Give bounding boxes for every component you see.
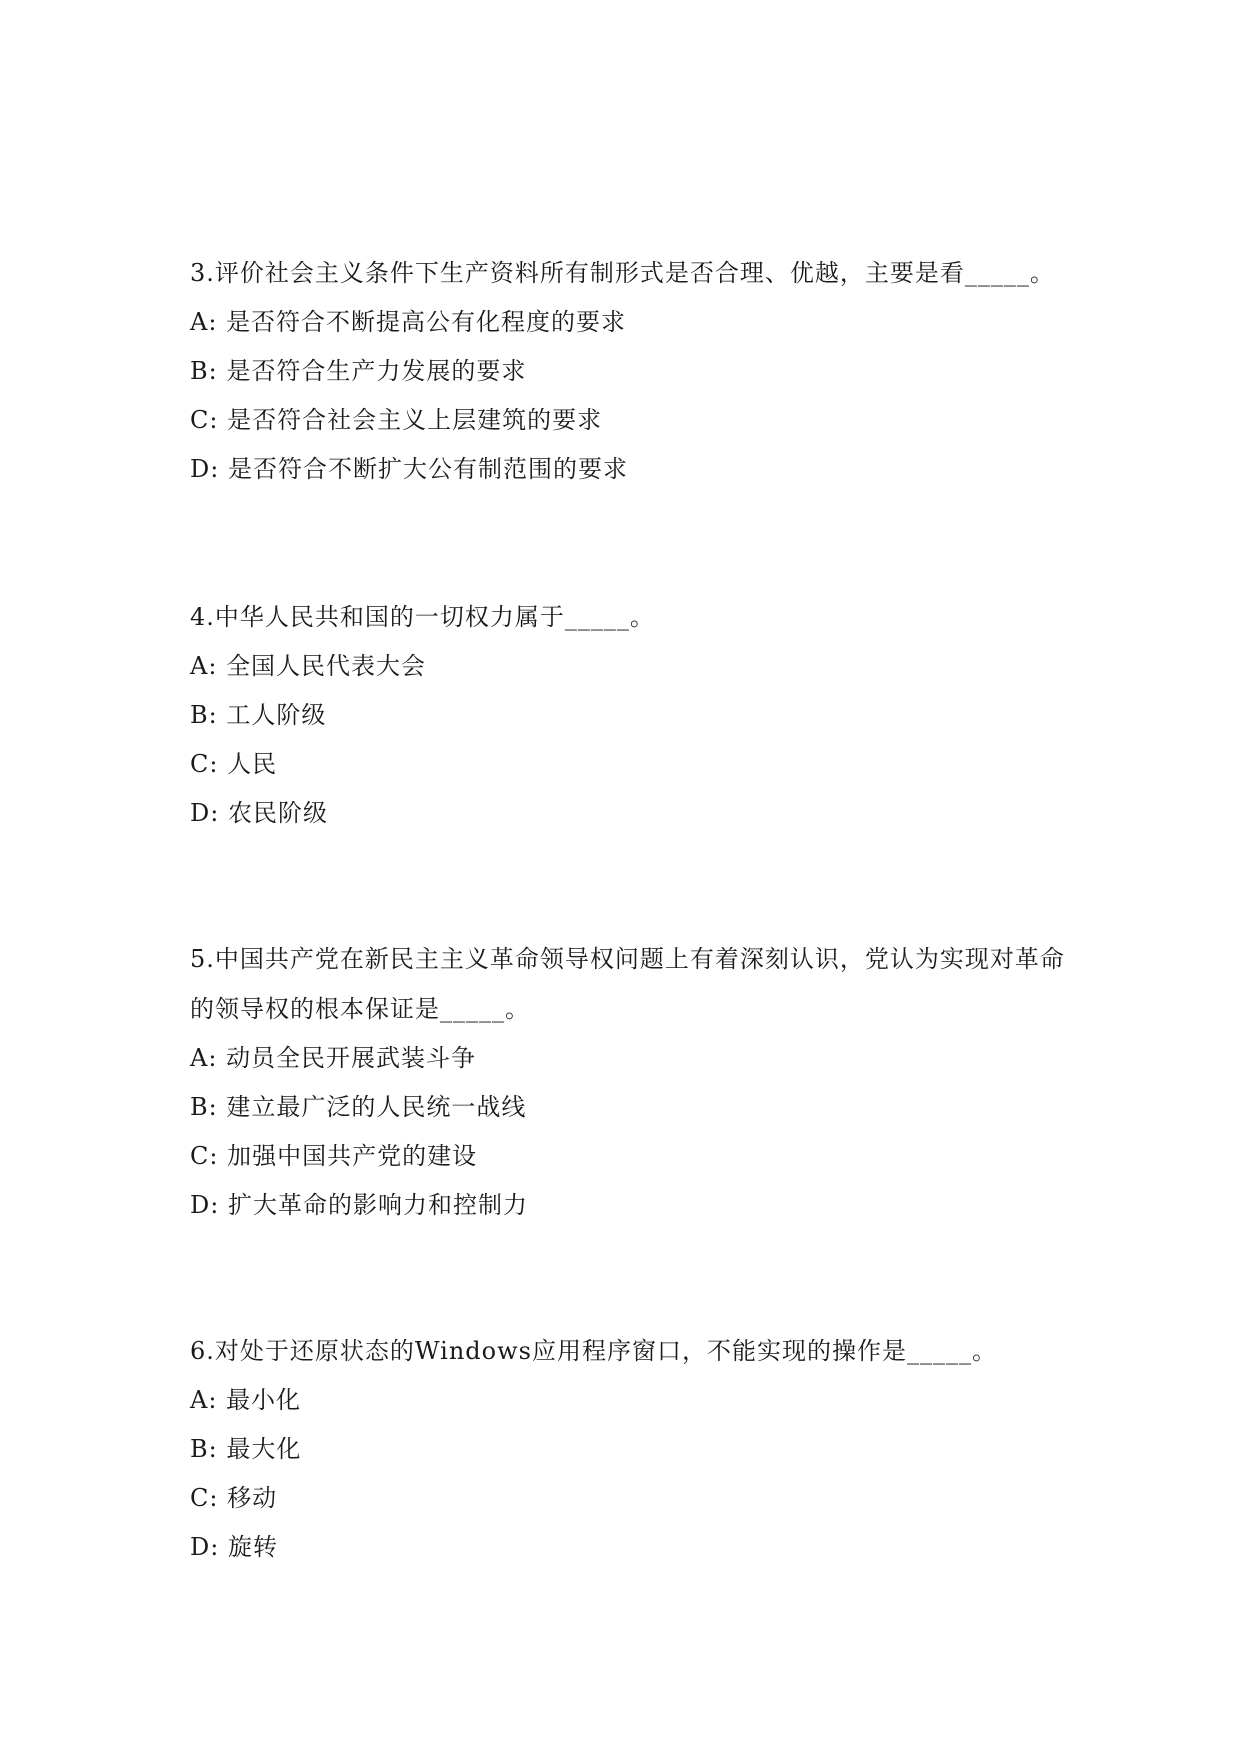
option-label: B: xyxy=(190,1435,218,1463)
option-d xyxy=(190,445,1070,494)
option-label: A: xyxy=(190,1386,218,1414)
option-text: 旋转 xyxy=(227,1533,278,1561)
option-label: A: xyxy=(190,652,218,680)
option-text: 动员全民开展武装斗争 xyxy=(226,1044,477,1072)
option-a xyxy=(190,298,1070,347)
option-label: C: xyxy=(190,750,219,778)
option-d xyxy=(190,789,1070,838)
question-stem: 4.中华人民共和国的一切权力属于_____。 xyxy=(190,603,655,631)
question-6 xyxy=(190,1326,1070,1572)
option-text: 全国人民代表大会 xyxy=(226,652,427,680)
option-label: B: xyxy=(190,1093,218,1121)
option-text: 农民阶级 xyxy=(227,799,328,827)
option-text: 人民 xyxy=(227,750,278,778)
option-a xyxy=(190,1034,1070,1083)
option-label: C: xyxy=(190,1484,219,1512)
option-label: D: xyxy=(190,1191,220,1219)
option-text: 是否符合不断扩大公有制范围的要求 xyxy=(227,455,628,483)
option-text: 是否符合不断提高公有化程度的要求 xyxy=(226,308,627,336)
option-text: 移动 xyxy=(227,1484,278,1512)
option-c xyxy=(190,740,1070,789)
option-label: B: xyxy=(190,357,218,385)
option-label: D: xyxy=(190,799,220,827)
option-label: C: xyxy=(190,406,219,434)
option-label: B: xyxy=(190,701,218,729)
option-c xyxy=(190,1132,1070,1181)
option-text: 建立最广泛的人民统一战线 xyxy=(226,1093,527,1121)
option-b xyxy=(190,691,1070,740)
option-d xyxy=(190,1181,1070,1230)
option-c xyxy=(190,1474,1070,1523)
option-label: A: xyxy=(190,1044,218,1072)
option-b xyxy=(190,1425,1070,1474)
question-stem: 3.评价社会主义条件下生产资料所有制形式是否合理、优越，主要是看_____。 xyxy=(190,259,1055,287)
question-3 xyxy=(190,248,1070,494)
option-c xyxy=(190,396,1070,445)
option-text: 最小化 xyxy=(226,1386,302,1414)
option-label: D: xyxy=(190,1533,220,1561)
option-text: 是否符合生产力发展的要求 xyxy=(226,357,527,385)
option-text: 扩大革命的影响力和控制力 xyxy=(227,1191,528,1219)
question-5 xyxy=(190,934,1070,1230)
option-text: 是否符合社会主义上层建筑的要求 xyxy=(227,406,603,434)
option-d xyxy=(190,1523,1070,1572)
question-stem: 5.中国共产党在新民主主义革命领导权问题上有着深刻认识，党认为实现对革命的领导权的根本保证是_____。 xyxy=(190,945,1065,1023)
option-b xyxy=(190,1083,1070,1132)
option-text: 最大化 xyxy=(226,1435,302,1463)
option-a xyxy=(190,1376,1070,1425)
option-b xyxy=(190,347,1070,396)
option-a xyxy=(190,642,1070,691)
option-label: A: xyxy=(190,308,218,336)
option-text: 工人阶级 xyxy=(226,701,327,729)
option-text: 加强中国共产党的建设 xyxy=(227,1142,478,1170)
question-4 xyxy=(190,592,1070,838)
option-label: C: xyxy=(190,1142,219,1170)
question-stem: 6.对处于还原状态的Windows应用程序窗口，不能实现的操作是_____。 xyxy=(190,1337,997,1365)
option-label: D: xyxy=(190,455,220,483)
